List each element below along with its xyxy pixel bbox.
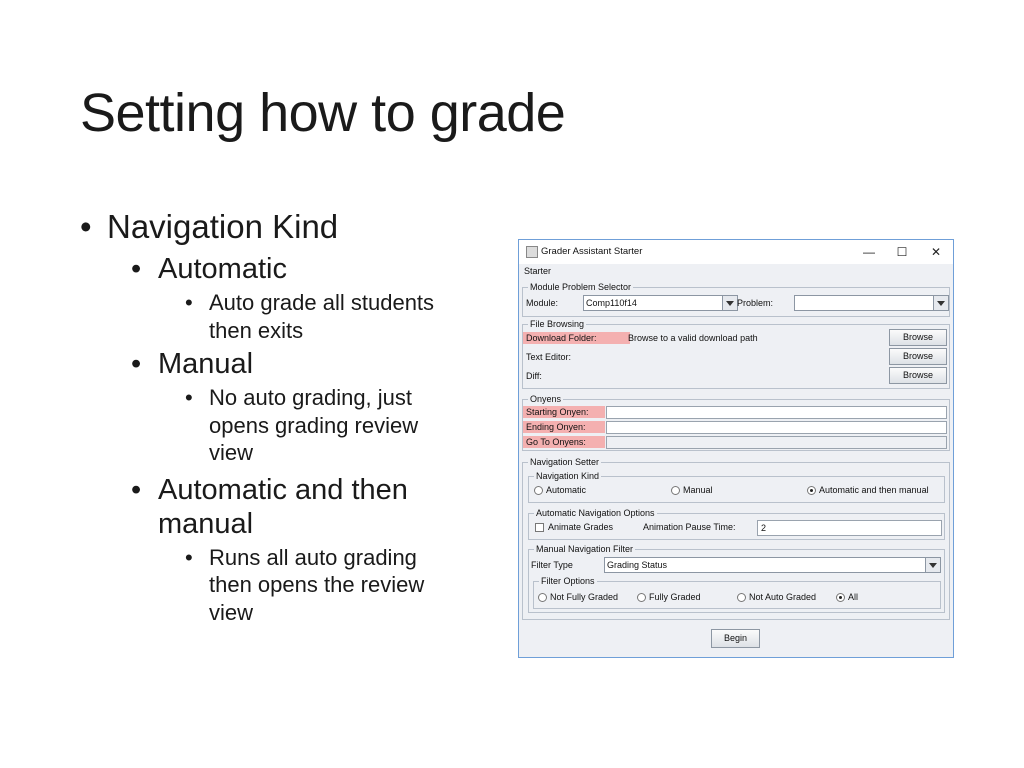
chevron-down-icon[interactable]	[722, 296, 737, 310]
radio-automatic[interactable]	[534, 486, 543, 495]
manual-option-label: Manual	[683, 485, 713, 495]
bullet-automatic-then-manual: • Automatic and then manual	[131, 473, 408, 540]
java-app-icon	[526, 246, 538, 258]
module-selector-title: Module Problem Selector	[530, 282, 632, 292]
filter-options-panel	[533, 576, 941, 609]
pause-time-input[interactable]: 2	[757, 520, 942, 536]
bullet-automatic-desc: • Auto grade all students then exits	[185, 290, 435, 343]
navigation-setter-title: Navigation Setter	[530, 457, 600, 467]
manual-navigation-filter-panel	[528, 544, 945, 613]
animate-grades-checkbox[interactable]	[535, 523, 544, 532]
automatic-option-label: Automatic	[546, 485, 587, 495]
bullet-manual-desc: • No auto grading, just opens grading review view	[185, 385, 419, 465]
slide-title: Setting how to grade	[80, 83, 566, 143]
radio-manual[interactable]	[671, 486, 680, 495]
menu-starter[interactable]: Starter	[524, 266, 552, 276]
begin-button[interactable]: Begin	[711, 629, 760, 648]
maximize-button[interactable]: ☐	[896, 245, 908, 259]
radio-automatic-then-manual[interactable]	[807, 486, 816, 495]
problem-label: Problem:	[737, 298, 774, 308]
module-label: Module:	[526, 298, 559, 308]
bullet-navigation-kind: • Navigation Kind	[80, 208, 339, 245]
filter-type-value: Grading Status	[607, 560, 668, 570]
chevron-down-icon[interactable]	[933, 296, 948, 310]
module-value: Comp110f14	[586, 298, 637, 308]
diff-label: Diff:	[526, 371, 542, 381]
filter-title: Manual Navigation Filter	[536, 544, 634, 554]
radio-not-auto-graded[interactable]	[737, 593, 746, 602]
bullet-automatic-then-manual-desc: • Runs all auto grading then opens the review view	[185, 544, 425, 625]
download-path-hint: Browse to a valid download path	[628, 333, 758, 343]
bullet-automatic: • Automatic	[131, 253, 287, 285]
file-browsing-title: File Browsing	[530, 319, 585, 329]
module-combobox[interactable]	[583, 295, 738, 311]
grader-assistant-window	[518, 239, 954, 658]
filter-type-combobox[interactable]	[604, 557, 941, 573]
all-label: All	[848, 592, 859, 602]
pause-time-label: Animation Pause Time:	[643, 522, 736, 532]
bullet-manual: • Manual	[131, 348, 254, 380]
text-editor-browse-button[interactable]: Browse	[889, 348, 947, 365]
fully-graded-label: Fully Graded	[649, 592, 701, 602]
automatic-options-title: Automatic Navigation Options	[536, 508, 655, 518]
window-titlebar	[519, 240, 953, 264]
diff-browse-button[interactable]: Browse	[889, 367, 947, 384]
download-folder-label: Download Folder:	[523, 332, 630, 344]
filter-type-label: Filter Type	[531, 560, 573, 570]
bullet-list	[80, 207, 500, 626]
animate-grades-label: Animate Grades	[548, 522, 614, 532]
file-browsing-panel	[522, 319, 950, 389]
navigation-kind-title: Navigation Kind	[536, 471, 600, 481]
navigation-kind-panel	[528, 471, 945, 503]
navigation-setter-panel	[522, 457, 950, 620]
window-title: Grader Assistant Starter	[541, 246, 643, 257]
radio-fully-graded[interactable]	[637, 593, 646, 602]
close-button[interactable]: ✕	[930, 245, 942, 259]
starting-onyen-input[interactable]	[606, 406, 947, 419]
text-editor-label: Text Editor:	[526, 352, 572, 362]
automatic-then-manual-option-label: Automatic and then manual	[819, 485, 929, 495]
onyens-panel	[522, 394, 950, 451]
automatic-navigation-options-panel	[528, 508, 945, 540]
not-auto-graded-label: Not Auto Graded	[749, 592, 817, 602]
not-fully-graded-label: Not Fully Graded	[550, 592, 619, 602]
problem-combobox[interactable]	[794, 295, 949, 311]
goto-onyens-input[interactable]	[606, 436, 947, 449]
chevron-down-icon[interactable]	[925, 558, 940, 572]
goto-onyens-label: Go To Onyens:	[523, 436, 605, 448]
minimize-button[interactable]: —	[863, 245, 875, 259]
filter-options-title: Filter Options	[541, 576, 595, 586]
radio-not-fully-graded[interactable]	[538, 593, 547, 602]
ending-onyen-input[interactable]	[606, 421, 947, 434]
download-browse-button[interactable]: Browse	[889, 329, 947, 346]
starting-onyen-label: Starting Onyen:	[523, 406, 605, 418]
ending-onyen-label: Ending Onyen:	[523, 421, 605, 433]
onyens-title: Onyens	[530, 394, 562, 404]
module-problem-selector-panel	[522, 282, 950, 317]
radio-all[interactable]	[836, 593, 845, 602]
